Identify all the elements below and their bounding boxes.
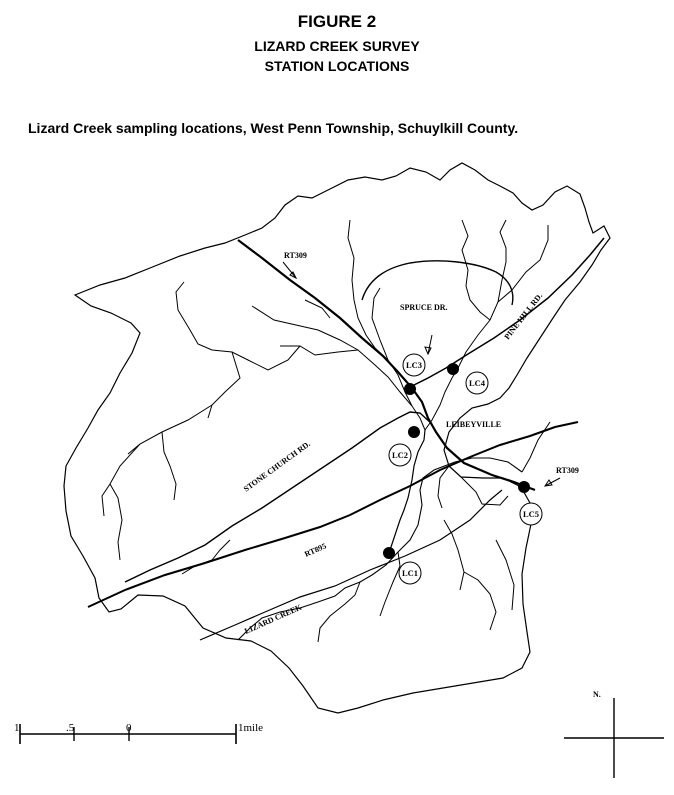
north-arrow-icon [564,690,664,778]
scale-tick-end: 1mile [238,722,264,734]
leibeyville-label: LEIBEYVILLE [446,420,502,429]
station-lc1-label: LC1 [401,568,419,578]
scale-tick-0: 0 [126,722,132,734]
station-lc2-dot [408,426,420,438]
station-lc2-label: LC2 [391,450,409,460]
figure-title: FIGURE 2 [297,12,377,31]
rt309-road [238,240,535,490]
watershed-boundary [64,163,610,713]
station-lc3-dot [404,383,416,395]
spruce-dr-label: SPRUCE DR. [400,303,448,312]
north-label: N. [593,690,601,699]
station-lc5-label: LC5 [522,509,540,519]
station-lc1-dot [383,547,395,559]
rt895-road [88,422,578,607]
spruce-dr-road [362,261,513,305]
stone-church-rd-label: STONE CHURCH RD. [241,439,312,494]
figure-subtitle-line1: LIZARD CREEK SURVEY [254,38,420,54]
map-caption: Lizard Creek sampling locations, West Penn Township, Schuylkill County. [28,120,519,136]
station-lc4-label: LC4 [468,378,486,388]
rt895-label: RT895 [303,541,328,559]
station-lc5-dot [518,481,530,493]
lizard-creek-label: LIZARD CREEK [243,602,304,636]
rt309-east-label: RT309 [556,466,579,475]
scale-tick-1: 1 [14,722,20,734]
pine-hill-rd-label: PINE HILL RD. [502,291,545,342]
figure-subtitle-line2: STATION LOCATIONS [264,58,410,74]
rt309-north-label: RT309 [284,251,307,260]
station-lc4-dot [447,363,459,375]
station-lc3-label: LC3 [405,360,423,370]
scale-tick-half: .5 [66,722,75,734]
scale-bar [14,722,263,744]
